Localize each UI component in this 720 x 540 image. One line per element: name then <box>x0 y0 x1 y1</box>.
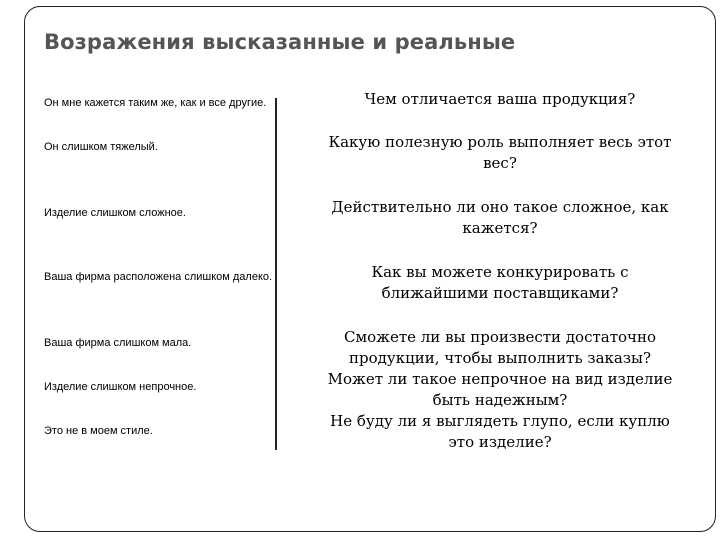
objection-item: Изделие слишком сложное. <box>44 207 186 219</box>
objection-item: Ваша фирма расположена слишком далеко. <box>44 271 273 283</box>
objection-item: Он мне кажется таким же, как и все другие. <box>44 97 267 109</box>
answer-item: Действительно ли оно такое сложное, как кажется? <box>331 198 669 237</box>
objection-item: Он слишком тяжелый. <box>44 141 158 153</box>
answer-item: Как вы можете конкурировать с ближайшими поставщиками? <box>371 263 629 302</box>
objection-item: Изделие слишком непрочное. <box>44 381 197 393</box>
objection-item: Это не в моем стиле. <box>44 425 153 437</box>
slide-title: Возражения высказанные и реальные <box>44 30 516 54</box>
answer-item: Сможете ли вы произвести достаточно продукции, чтобы выполнить заказы? Может ли такое непрочное на вид изделие быть надежным? Не буду ли я выглядеть глупо, если куплю это изделие? <box>327 328 673 451</box>
objection-item: Ваша фирма слишком мала. <box>44 337 192 349</box>
answer-item: Какую полезную роль выполняет весь этот вес? <box>328 133 672 172</box>
answer-item: Чем отличается ваша продукция? <box>364 90 636 108</box>
